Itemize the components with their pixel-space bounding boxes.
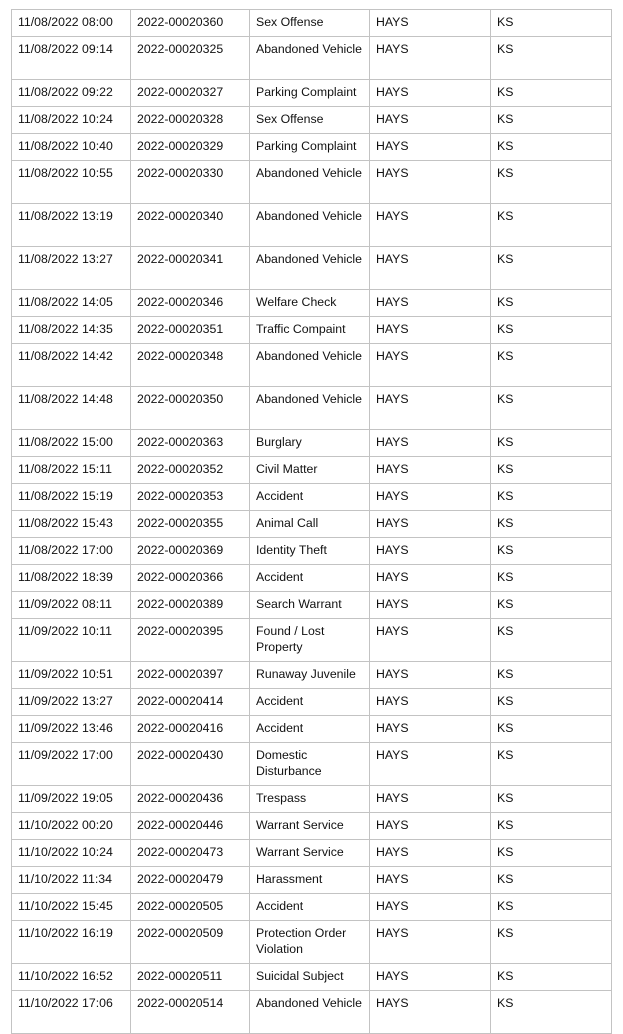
cell-incident-number: 2022-00020446 <box>131 813 250 840</box>
cell-nature: Accident <box>250 894 370 921</box>
cell-incident-number: 2022-00020511 <box>131 964 250 991</box>
cell-nature: Warrant Service <box>250 813 370 840</box>
incident-table-body <box>12 10 612 1034</box>
cell-city: HAYS <box>370 565 491 592</box>
cell-datetime: 11/10/2022 10:24 <box>12 840 131 867</box>
cell-city: HAYS <box>370 37 491 80</box>
cell-nature: Runaway Juvenile <box>250 662 370 689</box>
cell-city: HAYS <box>370 134 491 161</box>
cell-city: HAYS <box>370 921 491 964</box>
table-row <box>12 484 612 511</box>
cell-nature: Protection Order Violation <box>250 921 370 964</box>
table-row <box>12 511 612 538</box>
cell-datetime: 11/09/2022 10:11 <box>12 619 131 662</box>
cell-nature: Abandoned Vehicle <box>250 161 370 204</box>
cell-nature: Abandoned Vehicle <box>250 204 370 247</box>
cell-nature: Sex Offense <box>250 107 370 134</box>
cell-state: KS <box>491 161 612 204</box>
cell-state: KS <box>491 867 612 894</box>
cell-state: KS <box>491 991 612 1034</box>
cell-nature: Harassment <box>250 867 370 894</box>
cell-incident-number: 2022-00020360 <box>131 10 250 37</box>
cell-state: KS <box>491 538 612 565</box>
cell-state: KS <box>491 662 612 689</box>
cell-state: KS <box>491 565 612 592</box>
cell-nature: Accident <box>250 689 370 716</box>
table-row <box>12 662 612 689</box>
cell-state: KS <box>491 964 612 991</box>
incident-table <box>11 9 612 1034</box>
table-row <box>12 565 612 592</box>
cell-incident-number: 2022-00020348 <box>131 344 250 387</box>
cell-incident-number: 2022-00020363 <box>131 430 250 457</box>
cell-incident-number: 2022-00020327 <box>131 80 250 107</box>
cell-incident-number: 2022-00020353 <box>131 484 250 511</box>
cell-datetime: 11/10/2022 11:34 <box>12 867 131 894</box>
cell-state: KS <box>491 921 612 964</box>
cell-incident-number: 2022-00020340 <box>131 204 250 247</box>
cell-incident-number: 2022-00020346 <box>131 290 250 317</box>
cell-city: HAYS <box>370 247 491 290</box>
cell-incident-number: 2022-00020416 <box>131 716 250 743</box>
cell-nature: Domestic Disturbance <box>250 743 370 786</box>
cell-nature: Abandoned Vehicle <box>250 37 370 80</box>
cell-city: HAYS <box>370 619 491 662</box>
cell-datetime: 11/08/2022 10:55 <box>12 161 131 204</box>
cell-state: KS <box>491 511 612 538</box>
cell-incident-number: 2022-00020509 <box>131 921 250 964</box>
cell-state: KS <box>491 894 612 921</box>
cell-city: HAYS <box>370 10 491 37</box>
cell-state: KS <box>491 107 612 134</box>
cell-datetime: 11/08/2022 13:19 <box>12 204 131 247</box>
cell-state: KS <box>491 457 612 484</box>
cell-datetime: 11/08/2022 14:05 <box>12 290 131 317</box>
table-row <box>12 813 612 840</box>
cell-state: KS <box>491 430 612 457</box>
cell-incident-number: 2022-00020505 <box>131 894 250 921</box>
cell-state: KS <box>491 840 612 867</box>
cell-nature: Burglary <box>250 430 370 457</box>
cell-city: HAYS <box>370 840 491 867</box>
cell-nature: Welfare Check <box>250 290 370 317</box>
table-row <box>12 134 612 161</box>
cell-state: KS <box>491 619 612 662</box>
cell-state: KS <box>491 10 612 37</box>
cell-incident-number: 2022-00020369 <box>131 538 250 565</box>
cell-datetime: 11/10/2022 00:20 <box>12 813 131 840</box>
table-row <box>12 204 612 247</box>
cell-city: HAYS <box>370 317 491 344</box>
cell-nature: Suicidal Subject <box>250 964 370 991</box>
table-row <box>12 894 612 921</box>
cell-city: HAYS <box>370 511 491 538</box>
cell-incident-number: 2022-00020479 <box>131 867 250 894</box>
cell-nature: Trespass <box>250 786 370 813</box>
cell-city: HAYS <box>370 457 491 484</box>
cell-incident-number: 2022-00020350 <box>131 387 250 430</box>
cell-incident-number: 2022-00020430 <box>131 743 250 786</box>
cell-datetime: 11/08/2022 15:19 <box>12 484 131 511</box>
cell-state: KS <box>491 344 612 387</box>
cell-state: KS <box>491 134 612 161</box>
table-row <box>12 538 612 565</box>
table-row <box>12 743 612 786</box>
cell-incident-number: 2022-00020341 <box>131 247 250 290</box>
cell-datetime: 11/08/2022 10:40 <box>12 134 131 161</box>
table-row <box>12 317 612 344</box>
cell-state: KS <box>491 592 612 619</box>
cell-datetime: 11/08/2022 14:42 <box>12 344 131 387</box>
cell-datetime: 11/10/2022 15:45 <box>12 894 131 921</box>
cell-nature: Abandoned Vehicle <box>250 247 370 290</box>
table-row <box>12 689 612 716</box>
cell-city: HAYS <box>370 344 491 387</box>
cell-state: KS <box>491 80 612 107</box>
cell-incident-number: 2022-00020395 <box>131 619 250 662</box>
cell-datetime: 11/08/2022 15:11 <box>12 457 131 484</box>
cell-datetime: 11/08/2022 18:39 <box>12 565 131 592</box>
cell-nature: Sex Offense <box>250 10 370 37</box>
cell-state: KS <box>491 689 612 716</box>
table-row <box>12 964 612 991</box>
cell-state: KS <box>491 37 612 80</box>
cell-state: KS <box>491 484 612 511</box>
cell-city: HAYS <box>370 484 491 511</box>
cell-state: KS <box>491 387 612 430</box>
cell-datetime: 11/10/2022 16:19 <box>12 921 131 964</box>
cell-datetime: 11/08/2022 17:00 <box>12 538 131 565</box>
cell-nature: Abandoned Vehicle <box>250 387 370 430</box>
cell-incident-number: 2022-00020355 <box>131 511 250 538</box>
table-row <box>12 840 612 867</box>
cell-nature: Search Warrant <box>250 592 370 619</box>
cell-city: HAYS <box>370 867 491 894</box>
table-row <box>12 290 612 317</box>
cell-nature: Parking Complaint <box>250 80 370 107</box>
cell-nature: Abandoned Vehicle <box>250 344 370 387</box>
cell-city: HAYS <box>370 592 491 619</box>
cell-incident-number: 2022-00020328 <box>131 107 250 134</box>
table-row <box>12 344 612 387</box>
cell-city: HAYS <box>370 786 491 813</box>
table-row <box>12 161 612 204</box>
cell-datetime: 11/09/2022 08:11 <box>12 592 131 619</box>
table-row <box>12 10 612 37</box>
cell-incident-number: 2022-00020352 <box>131 457 250 484</box>
cell-incident-number: 2022-00020514 <box>131 991 250 1034</box>
table-row <box>12 457 612 484</box>
cell-city: HAYS <box>370 716 491 743</box>
cell-state: KS <box>491 716 612 743</box>
cell-city: HAYS <box>370 80 491 107</box>
table-row <box>12 430 612 457</box>
cell-incident-number: 2022-00020325 <box>131 37 250 80</box>
cell-city: HAYS <box>370 430 491 457</box>
cell-incident-number: 2022-00020329 <box>131 134 250 161</box>
cell-city: HAYS <box>370 991 491 1034</box>
cell-datetime: 11/08/2022 08:00 <box>12 10 131 37</box>
cell-nature: Civil Matter <box>250 457 370 484</box>
table-row <box>12 387 612 430</box>
cell-nature: Found / Lost Property <box>250 619 370 662</box>
table-row <box>12 619 612 662</box>
cell-incident-number: 2022-00020389 <box>131 592 250 619</box>
cell-datetime: 11/09/2022 13:46 <box>12 716 131 743</box>
cell-datetime: 11/08/2022 09:14 <box>12 37 131 80</box>
cell-datetime: 11/09/2022 17:00 <box>12 743 131 786</box>
cell-city: HAYS <box>370 290 491 317</box>
cell-state: KS <box>491 290 612 317</box>
cell-nature: Parking Complaint <box>250 134 370 161</box>
table-row <box>12 786 612 813</box>
table-row <box>12 247 612 290</box>
cell-datetime: 11/08/2022 15:43 <box>12 511 131 538</box>
cell-nature: Abandoned Vehicle <box>250 991 370 1034</box>
table-row <box>12 592 612 619</box>
cell-incident-number: 2022-00020351 <box>131 317 250 344</box>
cell-nature: Warrant Service <box>250 840 370 867</box>
cell-city: HAYS <box>370 204 491 247</box>
table-row <box>12 107 612 134</box>
cell-city: HAYS <box>370 813 491 840</box>
cell-incident-number: 2022-00020473 <box>131 840 250 867</box>
cell-datetime: 11/08/2022 10:24 <box>12 107 131 134</box>
cell-nature: Identity Theft <box>250 538 370 565</box>
cell-city: HAYS <box>370 743 491 786</box>
cell-nature: Accident <box>250 484 370 511</box>
cell-city: HAYS <box>370 538 491 565</box>
table-row <box>12 991 612 1034</box>
cell-incident-number: 2022-00020397 <box>131 662 250 689</box>
table-row <box>12 80 612 107</box>
cell-state: KS <box>491 317 612 344</box>
cell-city: HAYS <box>370 387 491 430</box>
table-row <box>12 37 612 80</box>
cell-city: HAYS <box>370 662 491 689</box>
cell-incident-number: 2022-00020436 <box>131 786 250 813</box>
cell-state: KS <box>491 247 612 290</box>
cell-nature: Animal Call <box>250 511 370 538</box>
cell-datetime: 11/09/2022 13:27 <box>12 689 131 716</box>
cell-city: HAYS <box>370 161 491 204</box>
cell-datetime: 11/08/2022 14:48 <box>12 387 131 430</box>
cell-city: HAYS <box>370 689 491 716</box>
cell-nature: Accident <box>250 716 370 743</box>
cell-datetime: 11/09/2022 10:51 <box>12 662 131 689</box>
cell-city: HAYS <box>370 107 491 134</box>
cell-state: KS <box>491 786 612 813</box>
incident-table-container <box>11 9 611 1034</box>
cell-nature: Traffic Compaint <box>250 317 370 344</box>
cell-state: KS <box>491 743 612 786</box>
cell-datetime: 11/08/2022 13:27 <box>12 247 131 290</box>
cell-state: KS <box>491 204 612 247</box>
cell-datetime: 11/08/2022 15:00 <box>12 430 131 457</box>
table-row <box>12 716 612 743</box>
table-row <box>12 921 612 964</box>
table-row <box>12 867 612 894</box>
cell-city: HAYS <box>370 964 491 991</box>
cell-incident-number: 2022-00020414 <box>131 689 250 716</box>
cell-datetime: 11/09/2022 19:05 <box>12 786 131 813</box>
cell-state: KS <box>491 813 612 840</box>
cell-incident-number: 2022-00020330 <box>131 161 250 204</box>
cell-incident-number: 2022-00020366 <box>131 565 250 592</box>
cell-datetime: 11/10/2022 16:52 <box>12 964 131 991</box>
cell-datetime: 11/08/2022 09:22 <box>12 80 131 107</box>
cell-city: HAYS <box>370 894 491 921</box>
cell-datetime: 11/10/2022 17:06 <box>12 991 131 1034</box>
cell-nature: Accident <box>250 565 370 592</box>
cell-datetime: 11/08/2022 14:35 <box>12 317 131 344</box>
